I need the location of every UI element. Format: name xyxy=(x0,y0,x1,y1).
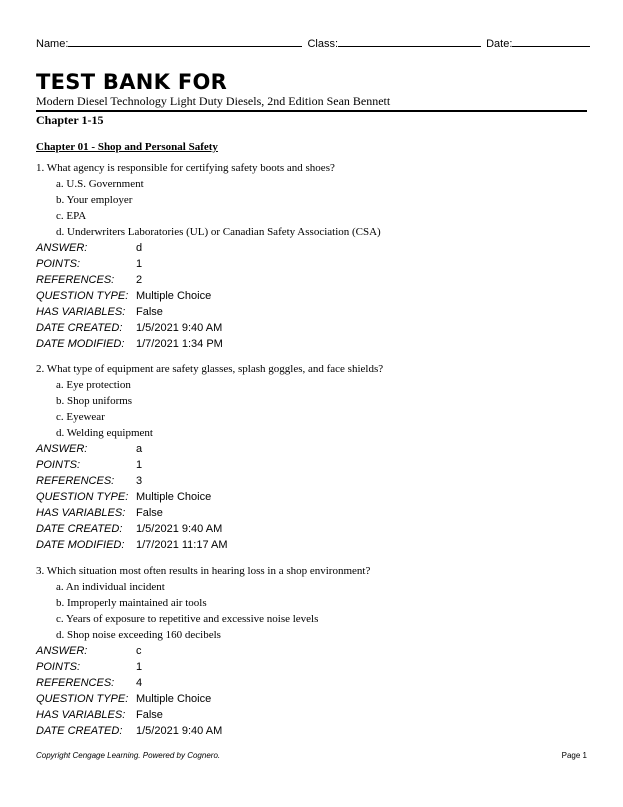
student-info-line xyxy=(36,36,590,51)
question-2-modified-label: DATE MODIFIED: xyxy=(36,539,125,551)
question-3-answer-value: c xyxy=(136,645,142,657)
question-3-answer-label: ANSWER: xyxy=(36,645,88,657)
question-1-created-label: DATE CREATED: xyxy=(36,322,123,334)
question-2-created-value: 1/5/2021 9:40 AM xyxy=(136,523,223,535)
name-label: Name: xyxy=(36,38,69,50)
question-3-references-label: REFERENCES: xyxy=(36,677,115,689)
question-2-variables-value: False xyxy=(136,507,163,519)
question-3-type-value: Multiple Choice xyxy=(136,693,212,705)
question-2-option-b: b. Shop uniforms xyxy=(56,395,133,407)
question-2-option-d: d. Welding equipment xyxy=(56,427,153,439)
question-2-option-a: a. Eye protection xyxy=(56,379,131,391)
name-blank xyxy=(68,36,302,47)
question-2-references-label: REFERENCES: xyxy=(36,475,115,487)
question-3-references-value: 4 xyxy=(136,677,143,689)
document-subtitle: Modern Diesel Technology Light Duty Diesels, 2nd Edition Sean Bennett xyxy=(36,94,391,108)
question-1-type-label: QUESTION TYPE: xyxy=(36,290,129,302)
chapter-heading: Chapter 01 - Shop and Personal Safety xyxy=(36,141,218,153)
question-3-created-label: DATE CREATED: xyxy=(36,725,123,737)
question-1-modified-value: 1/7/2021 1:34 PM xyxy=(136,338,223,350)
question-1-variables-label: HAS VARIABLES: xyxy=(36,306,126,318)
question-1-option-a: a. U.S. Government xyxy=(56,178,144,190)
date-blank xyxy=(512,36,590,47)
question-2-modified-value: 1/7/2021 11:17 AM xyxy=(136,539,228,551)
chapter-range: Chapter 1-15 xyxy=(36,113,104,127)
question-3-points-label: POINTS: xyxy=(36,661,81,673)
question-3-stem: 3. Which situation most often results in hearing loss in a shop environment? xyxy=(36,565,371,577)
question-1-answer-value: d xyxy=(136,242,143,254)
question-1-option-d: d. Underwriters Laboratories (UL) or Canadian Safety Association (CSA) xyxy=(56,226,381,238)
date-label: Date: xyxy=(486,38,513,50)
question-1-points-label: POINTS: xyxy=(36,258,81,270)
question-3-variables-value: False xyxy=(136,709,163,721)
question-1-references-value: 2 xyxy=(136,274,143,286)
question-2-points-label: POINTS: xyxy=(36,459,81,471)
question-2-option-c: c. Eyewear xyxy=(56,411,105,423)
question-1-points-value: 1 xyxy=(136,258,143,270)
question-1-stem: 1. What agency is responsible for certifying safety boots and shoes? xyxy=(36,162,335,174)
footer-page-number: Page 1 xyxy=(561,751,587,760)
class-label: Class: xyxy=(307,38,339,50)
document-title: TEST BANK FOR xyxy=(36,70,228,94)
question-2-variables-label: HAS VARIABLES: xyxy=(36,507,126,519)
question-1-option-c: c. EPA xyxy=(56,210,87,222)
question-3-option-b: b. Improperly maintained air tools xyxy=(56,597,207,609)
question-2-points-value: 1 xyxy=(136,459,143,471)
question-2-references-value: 3 xyxy=(136,475,143,487)
question-2-answer-label: ANSWER: xyxy=(36,443,88,455)
question-1-created-value: 1/5/2021 9:40 AM xyxy=(136,322,223,334)
question-3-type-label: QUESTION TYPE: xyxy=(36,693,129,705)
question-2-answer-value: a xyxy=(136,443,143,455)
question-3-option-c: c. Years of exposure to repetitive and excessive noise levels xyxy=(56,613,319,625)
question-1-variables-value: False xyxy=(136,306,163,318)
question-3-option-d: d. Shop noise exceeding 160 decibels xyxy=(56,629,221,641)
question-1-type-value: Multiple Choice xyxy=(136,290,212,302)
question-1-option-b: b. Your employer xyxy=(56,194,133,206)
title-rule xyxy=(36,110,587,112)
question-1-references-label: REFERENCES: xyxy=(36,274,115,286)
question-3-option-a: a. An individual incident xyxy=(56,581,165,593)
question-2-type-label: QUESTION TYPE: xyxy=(36,491,129,503)
class-blank xyxy=(338,36,481,47)
question-2-type-value: Multiple Choice xyxy=(136,491,212,503)
footer-copyright: Copyright Cengage Learning. Powered by Cognero. xyxy=(36,751,221,760)
question-2-created-label: DATE CREATED: xyxy=(36,523,123,535)
question-3-points-value: 1 xyxy=(136,661,143,673)
question-2-stem: 2. What type of equipment are safety glasses, splash goggles, and face shields? xyxy=(36,363,384,375)
question-1-modified-label: DATE MODIFIED: xyxy=(36,338,125,350)
question-3-variables-label: HAS VARIABLES: xyxy=(36,709,126,721)
question-3-created-value: 1/5/2021 9:40 AM xyxy=(136,725,223,737)
question-1-answer-label: ANSWER: xyxy=(36,242,88,254)
